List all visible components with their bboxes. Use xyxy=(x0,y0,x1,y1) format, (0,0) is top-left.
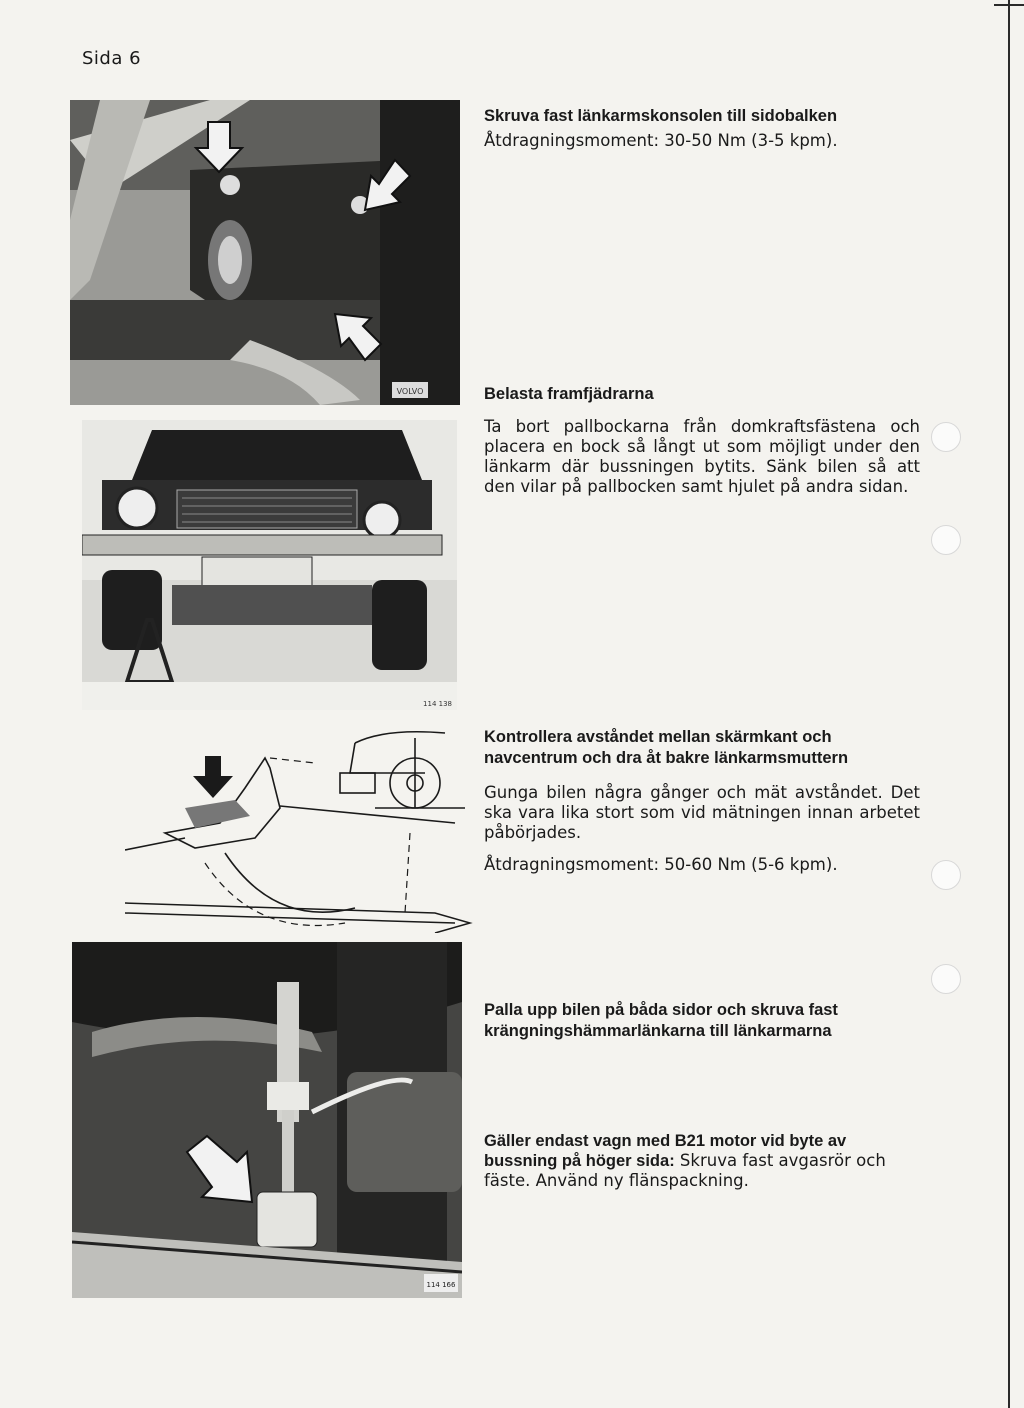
section-title: Kontrollera avståndet mellan skärmkant och navcentrum och dra åt bakre länkarmsmuttern xyxy=(484,728,849,767)
punch-hole xyxy=(931,964,961,994)
section-title: Belasta framfjädrarna xyxy=(484,385,654,403)
page-number: Sida 6 xyxy=(82,48,142,69)
punch-hole xyxy=(931,525,961,555)
section-title: Palla upp bilen på båda sidor och skruva fast krängningshämmarlänkarna till länkarmarna xyxy=(484,1001,838,1040)
section-anti-roll-bar xyxy=(484,1000,920,1042)
volvo-tag: VOLVO xyxy=(396,387,424,396)
punch-hole xyxy=(931,422,961,452)
section-load-springs xyxy=(484,384,920,497)
section-title: Skruva fast länkarmskonsolen till sidobalken xyxy=(484,107,838,125)
section-check-distance xyxy=(484,727,920,875)
section-body: Gunga bilen några gånger och mät avståndet. Det ska vara lika stort som vid mätningen innan arbetet påbörjades. xyxy=(484,783,920,842)
torque-spec: Åtdragningsmoment: 50-60 Nm (5-6 kpm). xyxy=(484,855,838,874)
photo-link-arm-bracket xyxy=(70,100,460,405)
section-body xyxy=(484,1131,920,1191)
torque-spec: Åtdragningsmoment: 30-50 Nm (3-5 kpm). xyxy=(484,131,838,150)
drawing-fender-hub-distance xyxy=(125,728,475,933)
punch-hole xyxy=(931,860,961,890)
figure-code: 114 138 xyxy=(423,700,452,708)
photo-car-on-stand xyxy=(82,420,457,710)
section-text: Skruva fast avgasrör och fäste. Använd ny flänspackning. xyxy=(484,1151,886,1190)
section-lead: Gäller endast vagn med B21 motor vid byte av bussning på höger sida: xyxy=(484,1132,847,1170)
section-body: Ta bort pallbockarna från domkraftsfästena och placera en bock så långt ut som möjligt under den länkarm där bussningen bytits. Sänk bilen så att den vilar på pallbocken samt hjulet på andra sidan. xyxy=(484,417,920,496)
section-b21-note xyxy=(484,1131,920,1191)
figure-code: 114 166 xyxy=(426,1281,456,1289)
page-edge xyxy=(1008,0,1010,1408)
section-bracket xyxy=(484,106,920,151)
photo-anti-roll-bar-link xyxy=(72,942,462,1298)
